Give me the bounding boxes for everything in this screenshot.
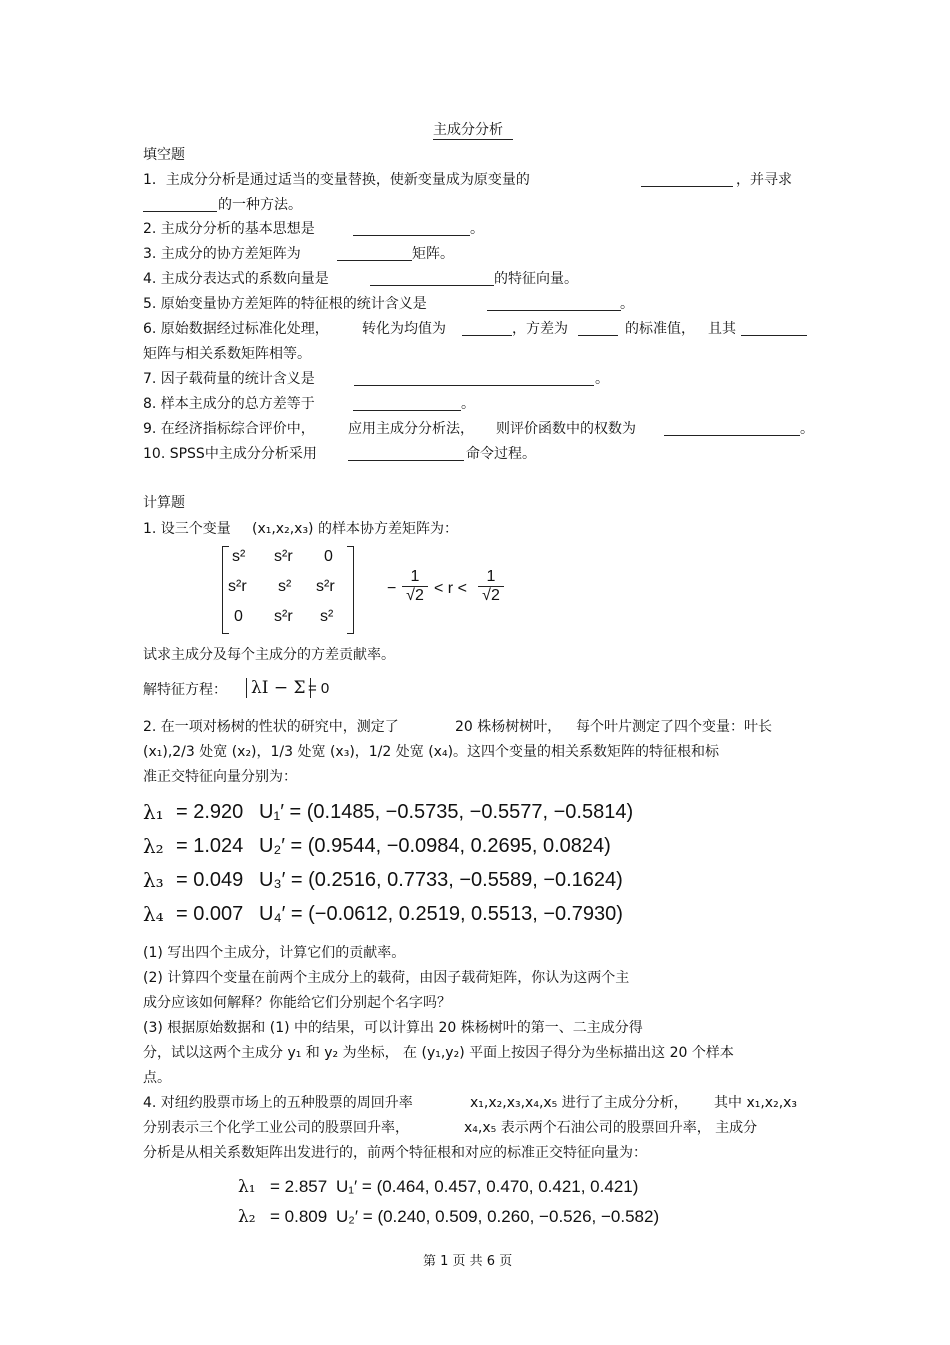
question-10-text-b: 命令过程。 [466,446,536,462]
question-6-text-e: 且其 [708,321,736,337]
matrix-cell: s²r [274,548,293,565]
question-9-text: 9. 在经济指标综合评价中， [143,421,315,437]
calc-4-text-b: x₁,x₂,x₃,x₄,x₅ 进行了主成分分析， [470,1095,688,1111]
fraction-left [402,568,428,605]
question-1-text-b: ，并寻求 [736,172,792,188]
eigenvalue-value: = 2.920 [176,801,244,823]
calc-2-part-2a: (2) 计算四个变量在前两个主成分上的载荷，由因子载荷矩阵，你认为这两个主 [143,970,630,986]
calc-1-vars: (x₁,x₂,x₃) 的样本协方差矩阵为： [252,521,458,537]
calc-2-part-3b: 分，试以这两个主成分 y₁ 和 y₂ 为坐标， 在 (y₁,y₂) 平面上按因子得分为坐标描出这 20 个样本 [143,1045,734,1061]
question-4-text: 4. 主成分表达式的系数向量是 [143,271,329,287]
eigenvector: U₁′ = (0.1485, −0.5735, −0.5577, −0.5814) [259,801,634,823]
question-7-text: 7. 因子载荷量的统计含义是 [143,371,315,387]
matrix-cell: s²r [316,578,335,595]
blank-2 [353,221,470,236]
matrix-cell: s² [320,608,334,625]
question-6-text-b: 转化为均值为 [362,321,446,337]
question-2-text: 2. 主成分分析的基本思想是 [143,221,315,237]
question-6-text-d: 的标准值， [625,321,695,337]
eigenvalue-value: = 0.007 [176,903,244,925]
blank-9 [664,421,800,436]
fraction-numerator: 1 [402,568,428,587]
calc-2-text-e: 准正交特征向量分别为： [143,769,297,785]
matrix-cell: 0 [324,548,333,565]
matrix-cell: s²r [228,578,247,595]
eigenvalue-symbol: λ₁ [238,1177,256,1197]
covariance-matrix [222,546,354,634]
calc-2-part-3c: 点。 [143,1070,171,1086]
period: 。 [595,371,609,387]
question-1-text: 1．主成分分析是通过适当的变量替换，使新变量成为原变量的 [143,172,530,188]
eigenvalue-value: = 0.049 [176,869,244,891]
period: 。 [620,296,634,312]
calc-4-text-e: x₄,x₅ 表示两个石油公司的股票回升率， 主成分 [464,1120,758,1136]
blank-10 [348,446,464,461]
section-heading-fill: 填空题 [143,147,185,163]
eigenvalue-value: = 1.024 [176,835,244,857]
calc-2-text-d: (x₁),2/3 处宽 (x₂)，1/3 处宽 (x₃)，1/2 处宽 (x₄)。这四个变量的相关系数矩阵的特征根和标 [143,744,720,760]
blank-6a [462,321,512,336]
page-footer: 第 1 页 共 6 页 [423,1254,513,1269]
equation-body: λI − Σ [251,678,306,698]
question-4-text-b: 的特征向量。 [494,271,578,287]
blank-4 [370,271,494,286]
question-3-text: 3. 主成分的协方差矩阵为 [143,246,301,262]
eigenvalue-symbol: λ₄ [143,902,164,926]
calc-4-text-d: 分别表示三个化学工业公司的股票回升率， [143,1120,409,1136]
question-6-text-c: ，方差为 [512,321,568,337]
section-heading-calc: 计算题 [143,495,185,511]
equation-rhs: = 0 [308,680,330,697]
eigenvector: U₂′ = (0.240, 0.509, 0.260, −0.526, −0.582) [336,1207,660,1226]
eigenvector: U₄′ = (−0.0612, 0.2519, 0.5513, −0.7930) [259,903,623,925]
eigenvalue-value: = 2.857 [270,1177,328,1196]
calc-2-text-a: 2. 在一项对杨树的性状的研究中，测定了 [143,719,399,735]
fraction-denominator: √2 [406,587,424,604]
blank-6c [741,321,807,336]
inequality-minus: − [387,580,397,597]
calc-2-text-c: 每个叶片测定了四个变量：叶长 [576,719,772,735]
calc-1-question: 试求主成分及每个主成分的方差贡献率。 [143,647,395,663]
calc-4-text-f: 分析是从相关系数矩阵出发进行的，前两个特征根和对应的标准正交特征向量为： [143,1145,647,1161]
calc-4-text-a: 4. 对纽约股票市场上的五种股票的周回升率 [143,1095,413,1111]
fraction-numerator: 1 [478,568,504,587]
question-8-text: 8. 样本主成分的总方差等于 [143,396,315,412]
calc-2-part-2b: 成分应该如何解释？你能给它们分别起个名字吗？ [143,995,451,1011]
period: 。 [461,396,475,412]
fraction-right [478,568,504,605]
blank-1b [143,197,217,212]
matrix-cell: s² [232,548,246,565]
eigenvalue-value: = 0.809 [270,1207,328,1226]
calc-2-text-b: 20 株杨树树叶， [455,719,562,735]
characteristic-equation [246,678,311,698]
eigenvector: U₁′ = (0.464, 0.457, 0.470, 0.421, 0.421) [336,1177,639,1196]
blank-7 [354,371,594,386]
matrix-right-bracket [347,546,354,634]
eigenvalue-symbol: λ₁ [143,800,164,824]
matrix-cell: s²r [274,608,293,625]
matrix-cell: 0 [234,608,243,625]
blank-6b [578,321,618,336]
blank-3 [337,246,412,261]
question-1-text-c: 的一种方法。 [218,197,302,213]
calc-2-part-3a: (3) 根据原始数据和 (1) 中的结果，可以计算出 20 株杨树叶的第一、二主成分得 [143,1020,643,1036]
period: 。 [800,421,814,437]
question-5-text: 5. 原始变量协方差矩阵的特征根的统计含义是 [143,296,427,312]
eigenvector: U₂′ = (0.9544, −0.0984, 0.2695, 0.0824) [259,835,611,857]
eigenvalue-symbol: λ₂ [238,1207,256,1227]
question-9-text-c: 则评价函数中的权数为 [496,421,636,437]
equation-label: 解特征方程： [143,682,227,698]
question-6-text: 6. 原始数据经过标准化处理， [143,321,329,337]
inequality-middle: < r < [434,580,467,597]
period: 。 [470,221,484,237]
fraction-denominator: √2 [482,587,500,604]
calc-2-part-1: (1) 写出四个主成分，计算它们的贡献率。 [143,945,406,961]
blank-5 [487,296,621,311]
question-6-text-f: 矩阵与相关系数矩阵相等。 [143,346,311,362]
eigenvalue-symbol: λ₃ [143,868,164,892]
matrix-cell: s² [278,578,292,595]
blank-1a [641,172,733,187]
eigenvalue-symbol: λ₂ [143,834,164,858]
blank-8 [353,396,461,411]
eigenvector: U₃′ = (0.2516, 0.7733, −0.5589, −0.1624) [259,869,623,891]
question-3-text-b: 矩阵。 [412,246,454,262]
question-10-text: 10. SPSS中主成分分析采用 [143,446,317,462]
question-9-text-b: 应用主成分分析法， [348,421,474,437]
calc-1-intro: 1. 设三个变量 [143,521,231,537]
calc-4-text-c: 其中 x₁,x₂,x₃ [714,1095,798,1111]
page-title: 主成分分析 [433,121,513,140]
